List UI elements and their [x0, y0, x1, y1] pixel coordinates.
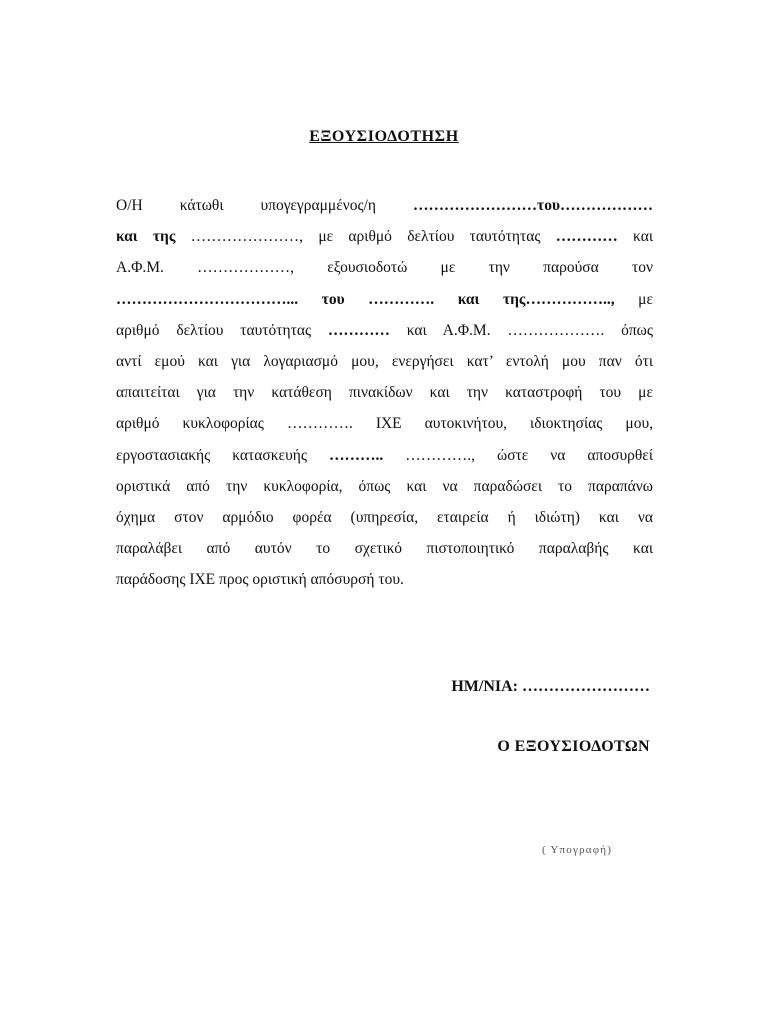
authorization-body: [116, 190, 653, 596]
body-line: [116, 315, 653, 346]
body-text-bold: …………: [327, 321, 390, 339]
body-text: εργοστασιακής κατασκευής: [116, 446, 329, 464]
body-line: [116, 471, 653, 502]
body-text: όχημα στον αρμόδιο φορέα (υπηρεσία, εταιρεία ή ιδιώτη) και να: [116, 509, 653, 527]
body-line: [116, 564, 653, 595]
body-text: παράδοσης ΙΧΕ προς οριστική απόσυρσή του.: [116, 571, 404, 589]
body-text-bold: …………: [555, 228, 618, 246]
body-line: [116, 377, 653, 408]
body-line: [116, 190, 653, 221]
body-text: …………………, με αριθμό δελτίου ταυτότητας: [175, 228, 556, 246]
body-text-bold: και της: [116, 228, 176, 246]
body-line: [116, 346, 653, 377]
body-text: οριστικά από την κυκλοφορία, όπως και να παραδώσει το παραπάνω: [116, 477, 653, 495]
body-line: [116, 284, 653, 315]
body-text: αντί εμού και για λογαριασμό μου, ενεργήσει κατ’ εντολή μου παν ότι: [116, 353, 653, 371]
body-line: [116, 408, 653, 439]
body-text-bold: ……………………………... του …………. και της……………..,: [116, 290, 615, 308]
body-line: [116, 502, 653, 533]
authorizer-label: Ο ΕΞΟΥΣΙΟΔΟΤΩΝ: [497, 738, 650, 755]
body-text: απαιτείται για την κατάθεση πινακίδων και την καταστροφή του με: [116, 384, 653, 402]
body-line: [116, 533, 653, 564]
body-text: παραλάβει από αυτόν το σχετικό πιστοποιητικό παραλαβής και: [116, 540, 653, 558]
document-title: ΕΞΟΥΣΙΟΔΟΤΗΣΗ: [309, 128, 459, 145]
body-text: ώστε να αποσυρθεί: [475, 446, 653, 464]
body-text: ………….,: [383, 446, 475, 464]
date-line: ΗΜ/ΝΙΑ: ……………………: [451, 678, 650, 695]
body-text-bold: ……………………του………………: [413, 197, 653, 214]
body-text: και Α.Φ.Μ. ………………. όπως: [389, 321, 653, 339]
body-text: Ο/Η κάτωθι υπογεγραμμένος/η: [116, 197, 414, 214]
body-line: [116, 221, 653, 252]
body-line: [116, 440, 653, 471]
body-text-bold: ………..: [329, 446, 384, 464]
body-text: Α.Φ.Μ. ………………, εξουσιοδοτώ με την παρούσα τον: [116, 259, 653, 277]
body-text: και: [617, 228, 653, 246]
body-line: [116, 252, 653, 283]
body-text: αριθμό κυκλοφορίας …………. ΙΧΕ αυτοκινήτου, ιδιοκτησίας μου,: [116, 415, 653, 433]
body-text: αριθμό δελτίου ταυτότητας: [116, 321, 328, 339]
signature-label: ( Υπογραφή): [542, 844, 613, 856]
body-text: με: [614, 290, 653, 308]
